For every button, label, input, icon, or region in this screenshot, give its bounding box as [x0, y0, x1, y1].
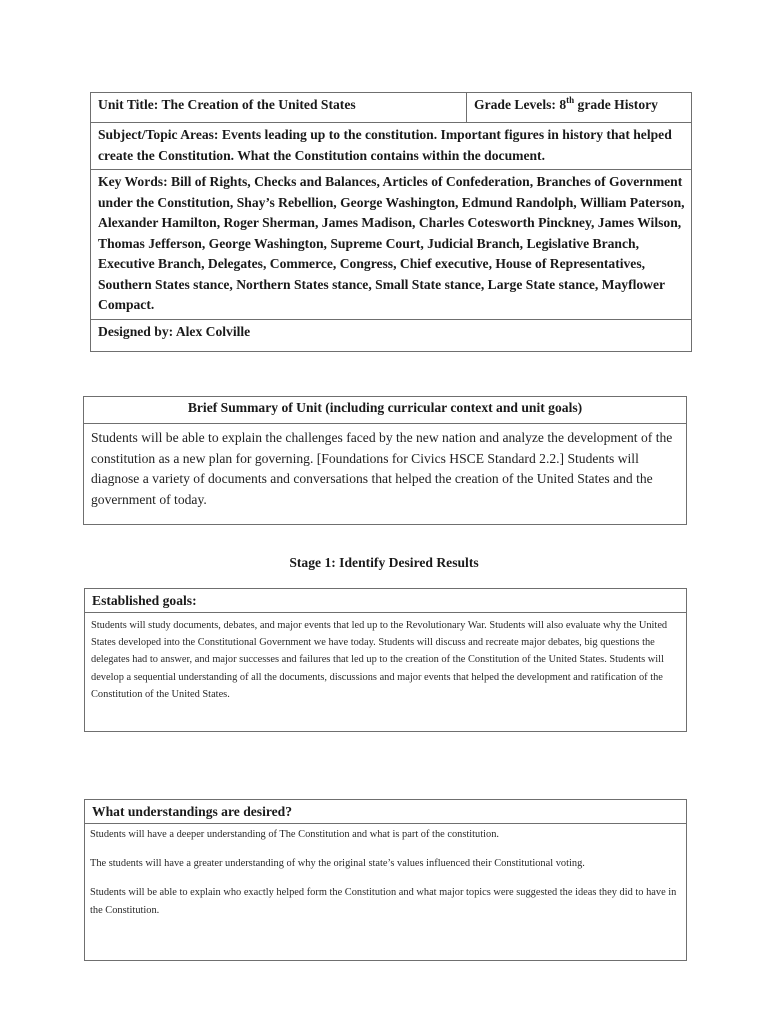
understandings-body	[85, 824, 686, 960]
brief-summary-body: Students will be able to explain the challenges faced by the new nation and analyze the development of the constitution as a new plan for governing. [Foundations for Civics HSCE Standard 2.2.] Students will diagnose a variety of documents and conversations that helped the creation of the United States and the government of today.	[91, 430, 673, 507]
key-words-cell	[91, 170, 692, 320]
key-words-label: Key Words:	[98, 174, 168, 189]
grade-subject: grade History	[577, 97, 658, 112]
grade-levels-label: Grade Levels:	[474, 97, 556, 112]
brief-summary-box	[83, 396, 687, 525]
understanding-item: Students will have a deeper understanding of The Constitution and what is part of the constitution.	[90, 829, 500, 840]
subject-value: Events leading up to the constitution. Important figures in history that helped create the Constitution. What the Constitution contains within the document.	[98, 127, 672, 163]
understandings-heading: What understandings are desired?	[85, 800, 686, 824]
unit-title-cell	[91, 93, 467, 123]
established-goals-heading: Established goals:	[85, 589, 686, 613]
unit-header-table	[90, 92, 692, 352]
established-goals-body: Students will study documents, debates, and major events that led up to the Revolutionary War. Students will also evaluate why the United States developed into the Constitutional Government we have today. Students will discuss and recreate major debates, big questions the delegates had to answer, and major successes and failures that led up to the creation of the Constitution of the United States. Students will develop a sequential understanding of all the documents, discussions and major events that helped the development and ratification of the Constitution of the United States.	[91, 620, 668, 700]
stage-1-heading: Stage 1: Identify Desired Results	[289, 555, 479, 570]
designed-by-value: Alex Colville	[175, 323, 251, 339]
key-words-value: Bill of Rights, Checks and Balances, Articles of Confederation, Branches of Government under the Constitution, Shay’s Rebellion, George Washington, Edmund Randolph, William Paterson, Alexander Hamilton, Roger Sherman, James Madison, Charles Cotesworth Pinckney, James Wilson, Thomas Jefferson, George Washington, Supreme Court, Judicial Branch, Legislative Branch, Executive Branch, Delegates, Commerce, Congress, Chief executive, House of Representatives, Southern States stance, Northern States stance, Small State stance, Large State stance, Mayflower Compact.	[98, 174, 685, 312]
subject-label: Subject/Topic Areas:	[98, 127, 219, 142]
unit-title-label: Unit Title:	[98, 97, 159, 112]
established-goals-box	[84, 588, 687, 732]
designed-by-cell	[91, 319, 692, 351]
grade-number: 8	[559, 97, 567, 112]
designed-by-label: Designed by:	[98, 323, 174, 339]
understanding-item: The students will have a greater understanding of why the original state’s values influenced their Constitutional voting.	[90, 858, 585, 870]
grade-suffix: th	[566, 95, 575, 105]
brief-summary-heading: Brief Summary of Unit (including curricular context and unit goals)	[84, 397, 686, 424]
subject-topic-cell	[91, 123, 692, 170]
unit-title-value: The Creation of the United States	[161, 97, 356, 112]
grade-levels-cell	[467, 93, 692, 123]
understandings-box	[84, 799, 687, 961]
understanding-item: Students will be able to explain who exactly helped form the Constitution and what major topics were suggested the ideas they did to have in the Constitution.	[90, 887, 677, 916]
